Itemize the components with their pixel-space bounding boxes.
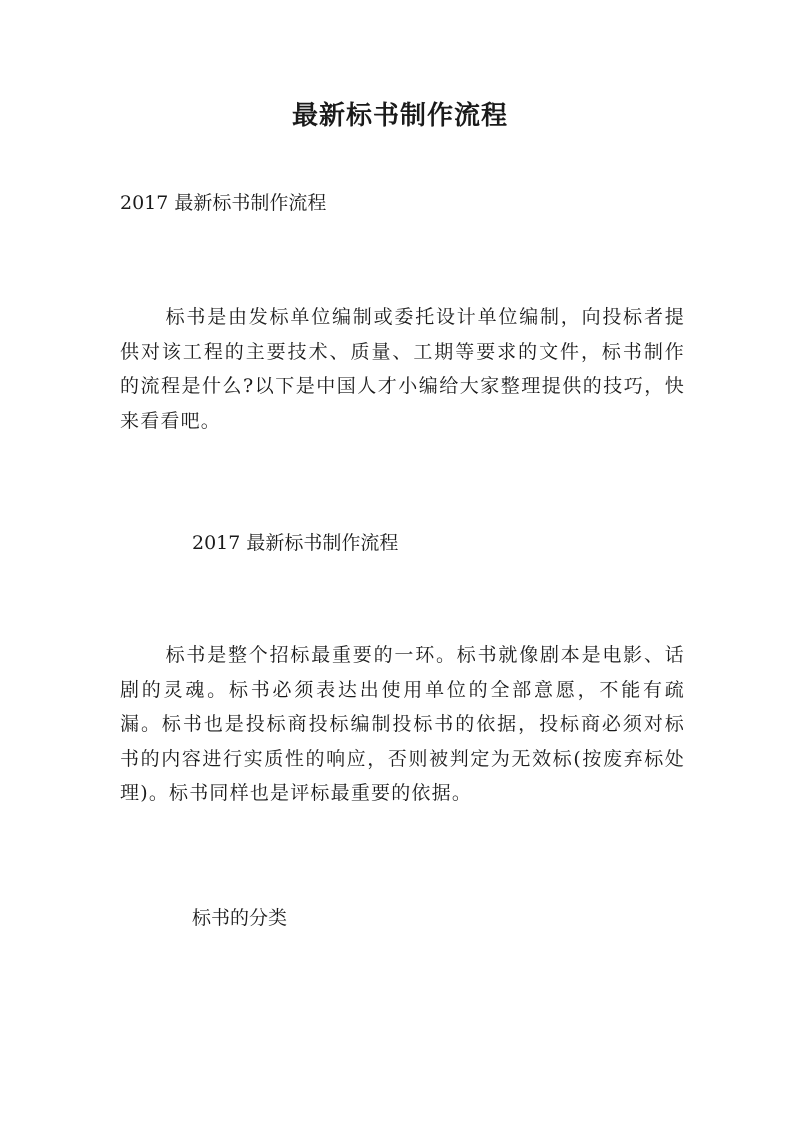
classification-heading: 标书的分类 (192, 907, 288, 929)
intro-paragraph: 标书是由发标单位编制或委托设计单位编制，向投标者提供对该工程的主要技术、质量、工期等要求的文件，标书制作的流程是什么?以下是中国人才小编给大家整理提供的技巧，快来看看吧。 (120, 306, 685, 432)
section-heading: 2017 最新标书制作流程 (192, 532, 399, 554)
document-title: 最新标书制作流程 (291, 101, 508, 131)
document-subtitle: 2017 最新标书制作流程 (120, 192, 327, 214)
body-paragraph: 标书是整个招标最重要的一环。标书就像剧本是电影、话剧的灵魂。标书必须表达出使用单位的全部意愿，不能有疏漏。标书也是投标商投标编制投标书的依据，投标商必须对标书的内容进行实质性的响应，否则被判定为无效标(按废弃标处理)。标书同样也是评标最重要的依据。 (120, 644, 685, 804)
